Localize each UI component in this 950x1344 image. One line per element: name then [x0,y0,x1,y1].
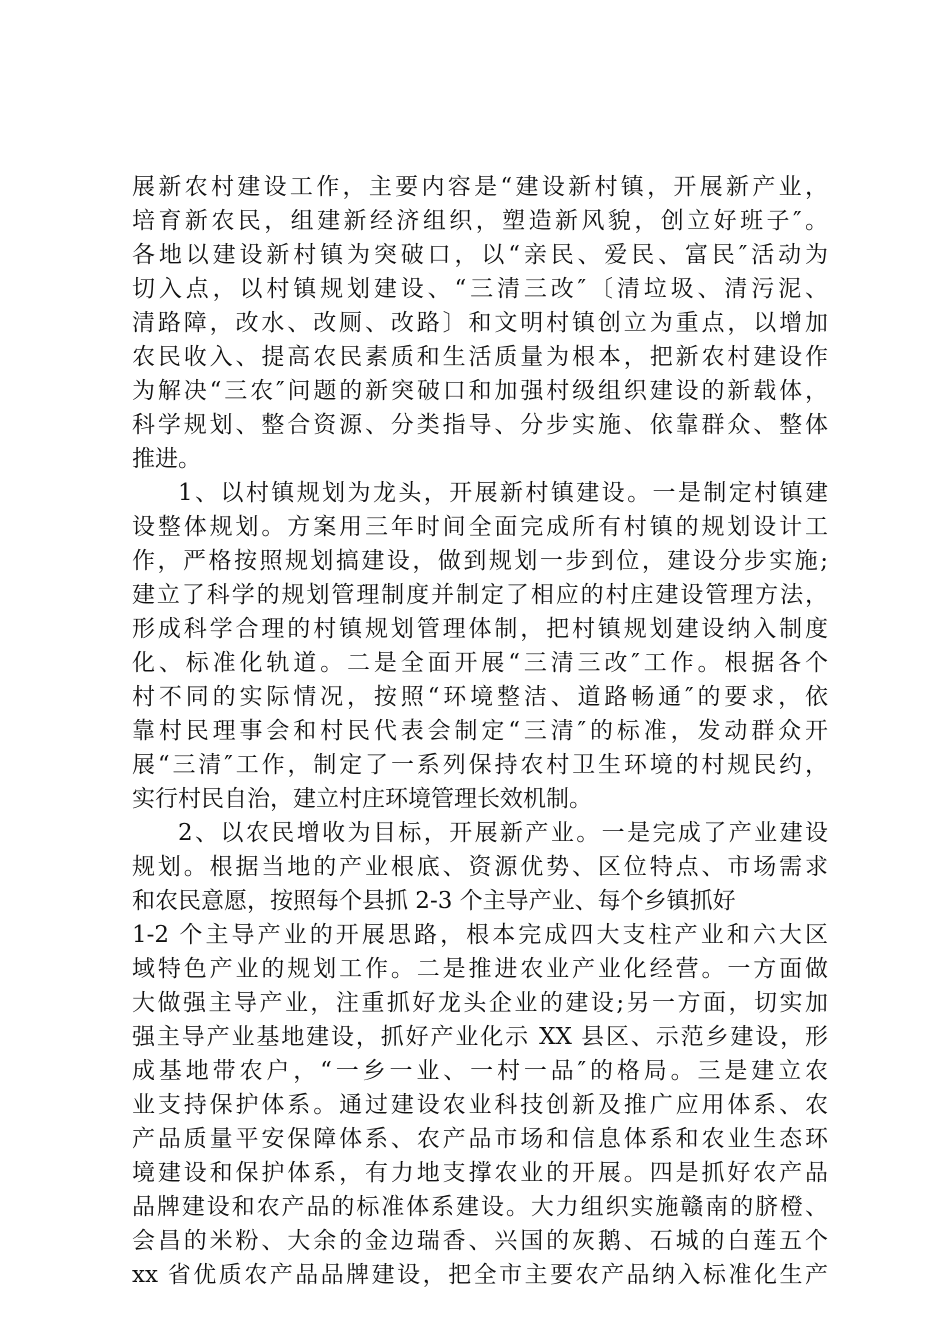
text-line: 设整体规划。方案用三年时间全面完成所有村镇的规划设计工 [132,514,828,540]
text-line: 境建设和保护体系，有力地支撑农业的开展。四是抓好农产品 [132,1160,828,1186]
text-line: 村不同的实际情况，按照“环境整洁、道路畅通″的要求，依 [132,684,828,710]
text-line: 科学规划、整合资源、分类指导、分步实施、依靠群众、整体 [132,412,828,438]
text-line: 建立了科学的规划管理制度并制定了相应的村庄建设管理方法， [132,582,828,608]
text-line: 产品质量平安保障体系、农产品市场和信息体系和农业生态环 [132,1126,828,1152]
text-line: 培育新农民，组建新经济组织，塑造新风貌，创立好班子″。 [132,208,828,234]
text-line: 业支持保护体系。通过建设农业科技创新及推广应用体系、农 [132,1092,828,1118]
text-line: 推进。 [132,446,201,472]
text-line: 靠村民理事会和村民代表会制定“三清″的标准，发动群众开 [132,718,828,744]
text-line: 为解决“三农″问题的新突破口和加强村级组织建设的新载体， [132,378,828,404]
text-line: 展“三清″工作，制定了一系列保持农村卫生环境的村规民约， [132,752,828,778]
text-line: 化、标准化轨道。二是全面开展“三清三改″工作。根据各个 [132,650,828,676]
text-line: 和农民意愿，按照每个县抓 2-3 个主导产业、每个乡镇抓好 [132,888,736,914]
text-line: 成基地带农户，“一乡一业、一村一品″的格局。三是建立农 [132,1058,828,1084]
text-line: 形成科学合理的村镇规划管理体制，把村镇规划建设纳入制度 [132,616,828,642]
text-line: 域特色产业的规划工作。二是推进农业产业化经营。一方面做 [132,956,828,982]
text-line: 清路障，改水、改厕、改路〕和文明村镇创立为重点，以增加 [132,310,828,336]
text-line: 作，严格按照规划搞建设，做到规划一步到位，建设分步实施; [132,548,828,574]
text-line: 展新农村建设工作，主要内容是“建设新村镇，开展新产业， [132,174,828,200]
text-line: 规划。根据当地的产业根底、资源优势、区位特点、市场需求 [132,854,828,880]
text-line: 切入点，以村镇规划建设、“三清三改″〔清垃圾、清污泥、 [132,276,828,302]
text-line: 大做强主导产业，注重抓好龙头企业的建设;另一方面，切实加 [132,990,828,1016]
text-line: 1、以村镇规划为龙头，开展新村镇建设。一是制定村镇建 [178,480,828,506]
text-line: xx 省优质农产品品牌建设，把全市主要农产品纳入标准化生产 [132,1262,828,1288]
text-line: 各地以建设新村镇为突破口，以“亲民、爱民、富民″活动为 [132,242,828,268]
text-line: 会昌的米粉、大余的金边瑞香、兴国的灰鹅、石城的白莲五个 [132,1228,828,1254]
text-line: 1-2 个主导产业的开展思路，根本完成四大支柱产业和六大区 [132,922,828,948]
text-line: 强主导产业基地建设，抓好产业化示 XX 县区、示范乡建设，形 [132,1024,828,1050]
text-line: 品牌建设和农产品的标准体系建设。大力组织实施赣南的脐橙、 [132,1194,828,1220]
text-line: 农民收入、提高农民素质和生活质量为根本，把新农村建设作 [132,344,828,370]
document-page [132,170,828,1292]
text-line: 2、以农民增收为目标，开展新产业。一是完成了产业建设 [178,820,828,846]
text-line: 实行村民自治，建立村庄环境管理长效机制。 [132,786,592,812]
